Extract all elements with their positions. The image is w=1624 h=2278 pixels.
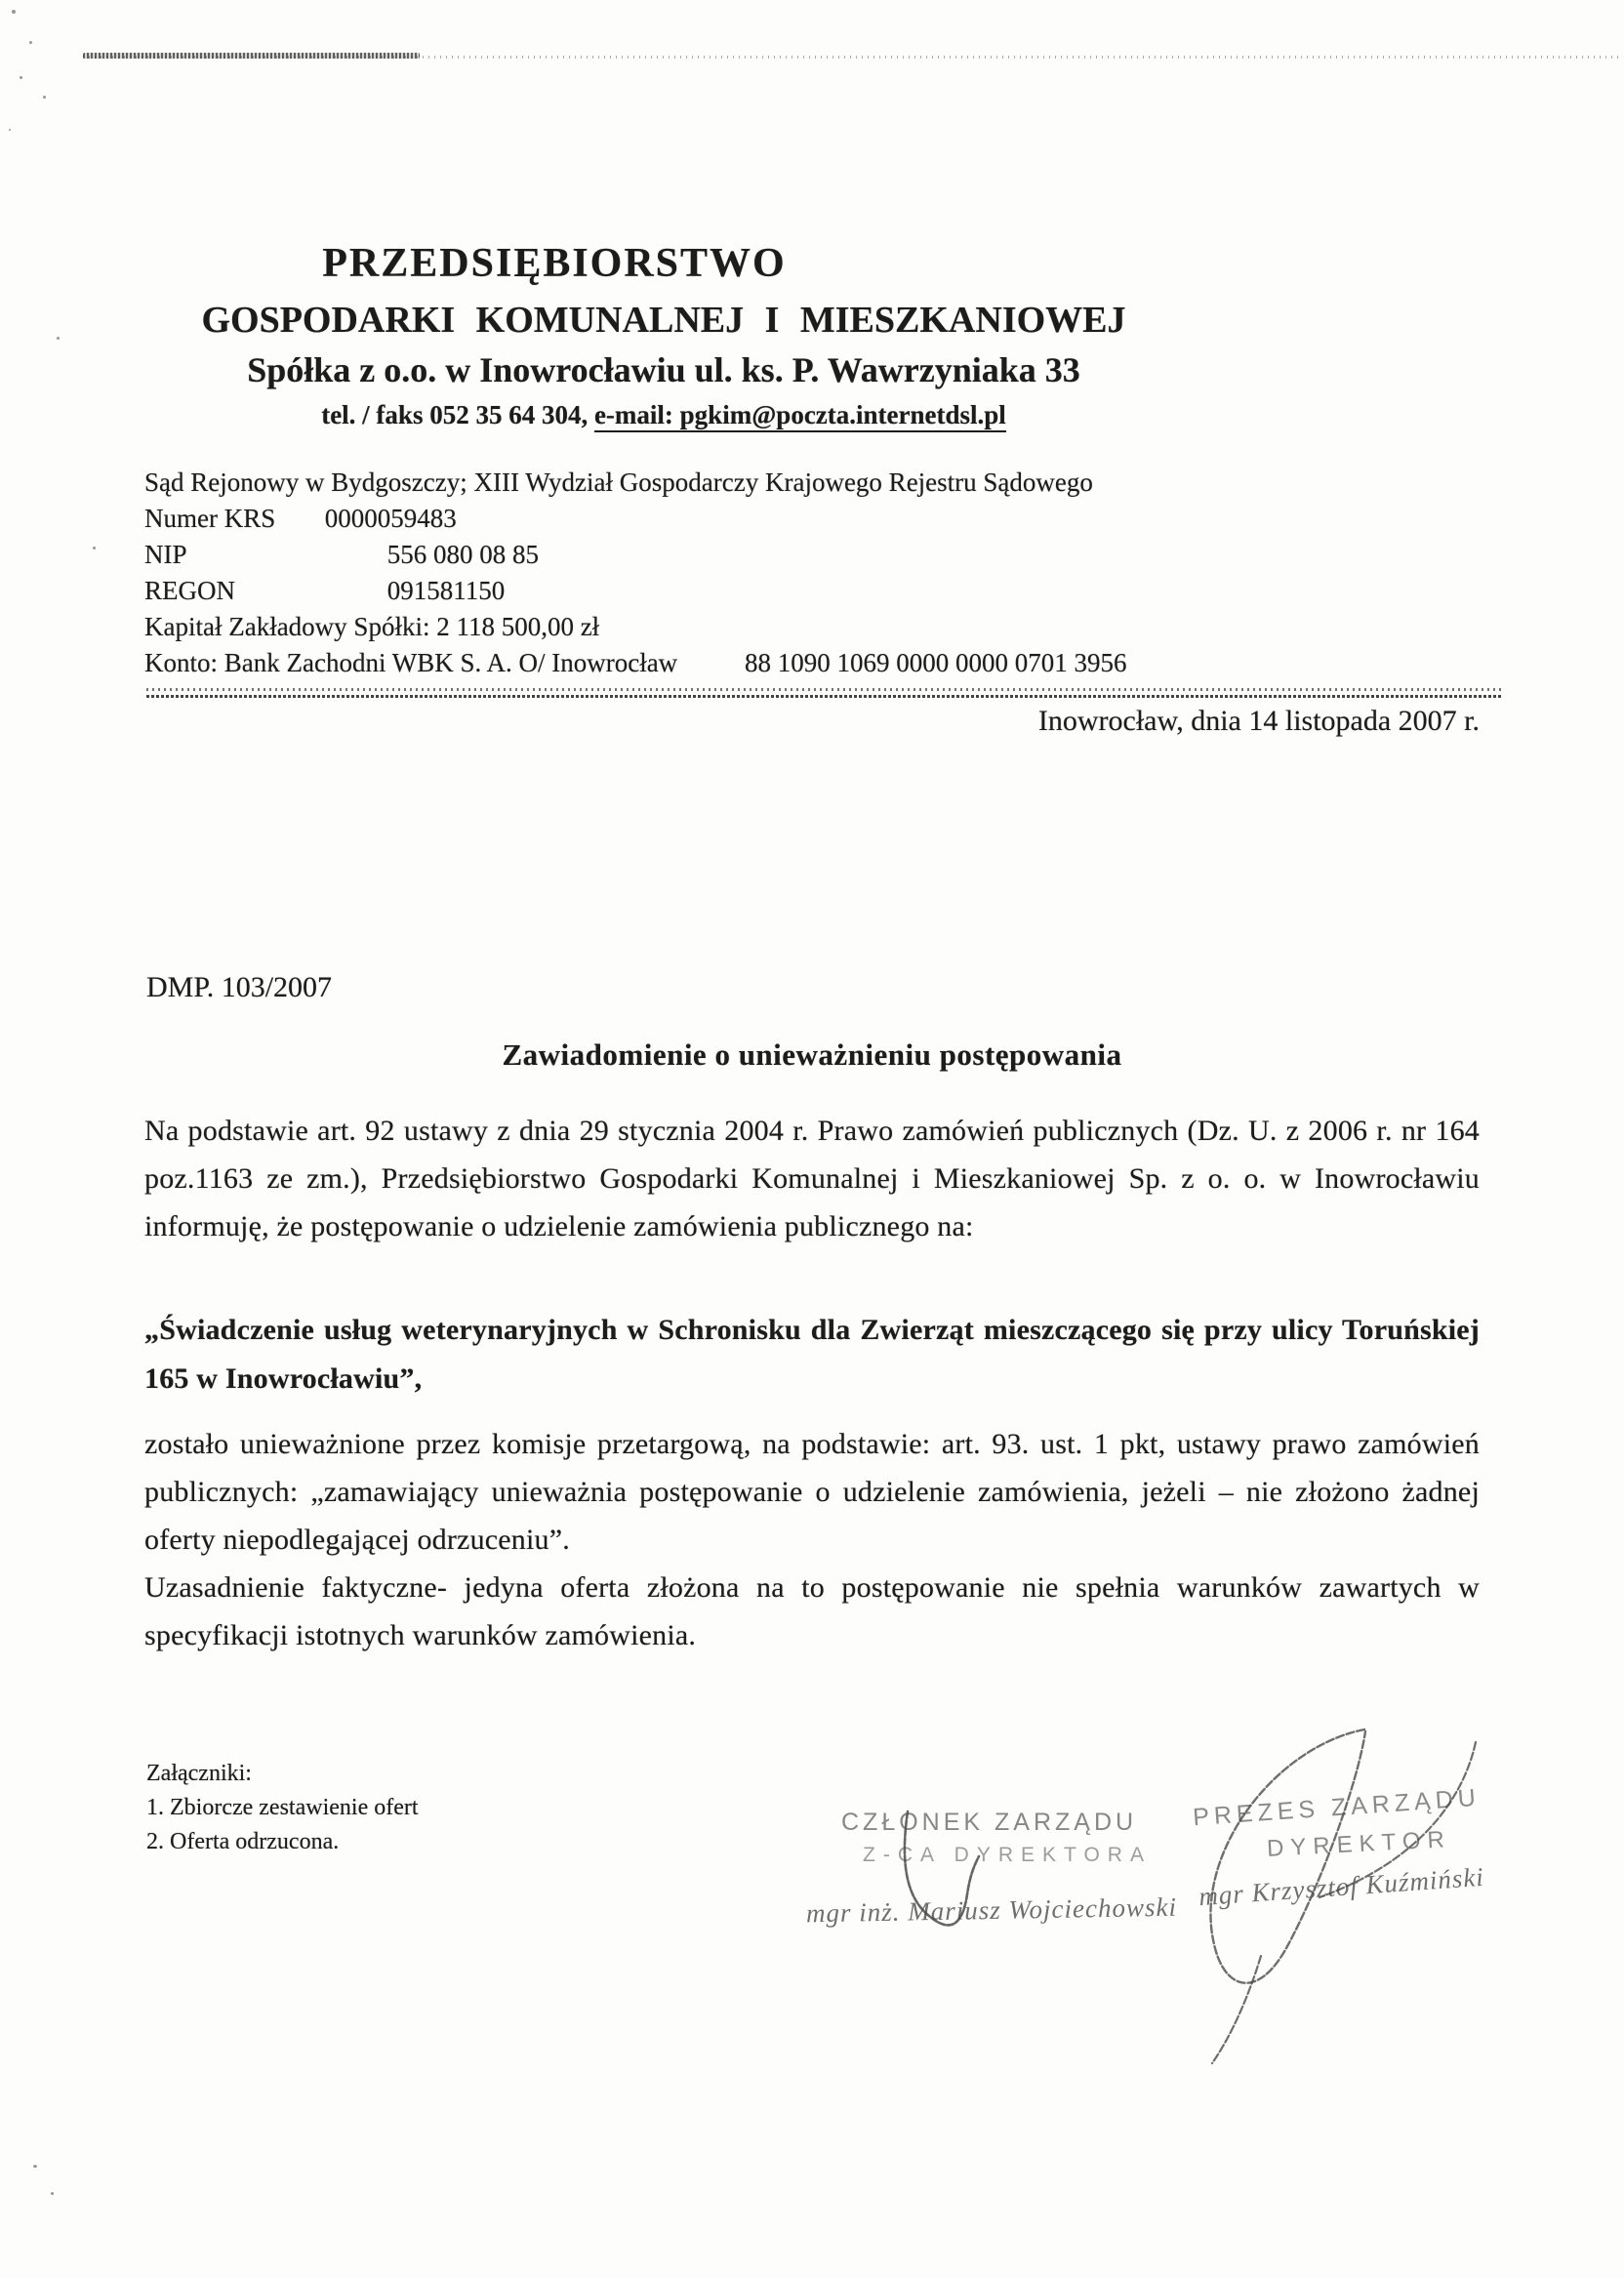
signature-right-role2: DYREKTOR (1266, 1826, 1452, 1862)
attachment-item: 1. Zbiorcze zestawienie ofert (146, 1795, 419, 1820)
scan-speck (29, 41, 32, 44)
scan-speck (33, 2165, 37, 2168)
attachments-block (146, 1757, 419, 1859)
company-email: e-mail: pgkim@poczta.internetdsl.pl (594, 400, 1006, 432)
letterhead (88, 240, 1239, 430)
dotted-separator (146, 695, 1501, 698)
scan-speck (51, 2192, 54, 2195)
registry-capital: Kapitał Zakładowy Spółki: 2 118 500,00 zł (144, 612, 600, 641)
document-title: Zawiadomienie o unieważnieniu postępowania (502, 1037, 1122, 1072)
company-name-line2: GOSPODARKI KOMUNALNEJ I MIESZKANIOWEJ (201, 300, 1126, 341)
company-phone: tel. / faks 052 35 64 304, (321, 400, 589, 429)
account-label: Konto: Bank Zachodni WBK S. A. O/ Inowrocław (144, 648, 678, 677)
signature-left-name: mgr inż. Mariusz Wojciechowski (805, 1892, 1178, 1929)
scan-speck (43, 96, 46, 99)
regon-label: REGON (144, 576, 235, 605)
registry-row-regon (144, 573, 1511, 609)
company-name-line1: PRZEDSIĘBIORSTWO (322, 241, 787, 286)
paragraph-justification: Uzasadnienie faktyczne- jedyna oferta złożona na to postępowanie nie spełnia warunków zawartych w specyfikacji istotnych warunków zamówienia. (144, 1571, 1480, 1651)
signature-left-role1: CZŁONEK ZARZĄDU (841, 1809, 1138, 1836)
dateline: Inowrocław, dnia 14 listopada 2007 r. (1037, 705, 1480, 737)
regon-value: 091581150 (386, 576, 506, 605)
scan-speck (57, 337, 60, 340)
company-address: Spółka z o.o. w Inowrocławiu ul. ks. P. Wawrzyniaka 33 (247, 350, 1080, 389)
attachment-item: 2. Oferta odrzucona. (146, 1829, 340, 1854)
signature-right-name: mgr Krzysztof Kuźmiński (1198, 1861, 1485, 1912)
reference-number: DMP. 103/2007 (146, 971, 333, 1003)
attachments-label: Załączniki: (146, 1761, 252, 1786)
company-contact (88, 400, 1239, 430)
registry-court: Sąd Rejonowy w Bydgoszczy; XIII Wydział Gospodarczy Krajowego Rejestru Sądowego (144, 468, 1093, 497)
dotted-separator (146, 688, 1501, 691)
nip-label: NIP (144, 540, 187, 569)
paragraph-annulment: zostało unieważnione przez komisje przetargową, na podstawie: art. 93. ust. 1 pkt, ustawy prawo zamówień publicznych: „zamawiający unieważnia postępowanie o udzielenie zamówienia, jeżeli – nie złożono żadnej oferty niepodlegającej odrzuceniu”. (144, 1428, 1480, 1556)
registry-row-nip (144, 537, 1511, 573)
scan-speck (93, 547, 96, 549)
krs-label: Numer KRS (144, 504, 276, 533)
registry-account (144, 645, 1511, 681)
account-number: 88 1090 1069 0000 0000 0701 3956 (744, 648, 1127, 677)
registry-block (144, 465, 1511, 681)
registry-row-krs (144, 501, 1511, 537)
scan-artifact-line-dark (83, 53, 420, 59)
signature-left-role2: Z-CA DYREKTORA (863, 1844, 1152, 1866)
scan-speck (9, 129, 11, 131)
scan-speck (12, 10, 16, 14)
krs-value: 0000059483 (324, 504, 457, 533)
paragraph-legal-basis: Na podstawie art. 92 ustawy z dnia 29 stycznia 2004 r. Prawo zamówień publicznych (Dz. U. z 2006 r. nr 164 poz.1163 ze zm.), Przedsiębiorstwo Gospodarki Komunalnej i Mieszkaniowej Sp. z o. o. w Inowrocławiu informuję, że postępowanie o udzielenie zamówienia publicznego na: (144, 1115, 1480, 1242)
scan-speck (20, 76, 22, 79)
signature-right-role1: PREZES ZARZĄDU (1192, 1783, 1482, 1832)
paragraph-subject: „Świadczenie usług weterynaryjnych w Schronisku dla Zwierząt mieszczącego się przy ulicy Toruńskiej 165 w Inowrocławiu”, (144, 1314, 1480, 1395)
nip-value: 556 080 08 85 (386, 540, 539, 569)
